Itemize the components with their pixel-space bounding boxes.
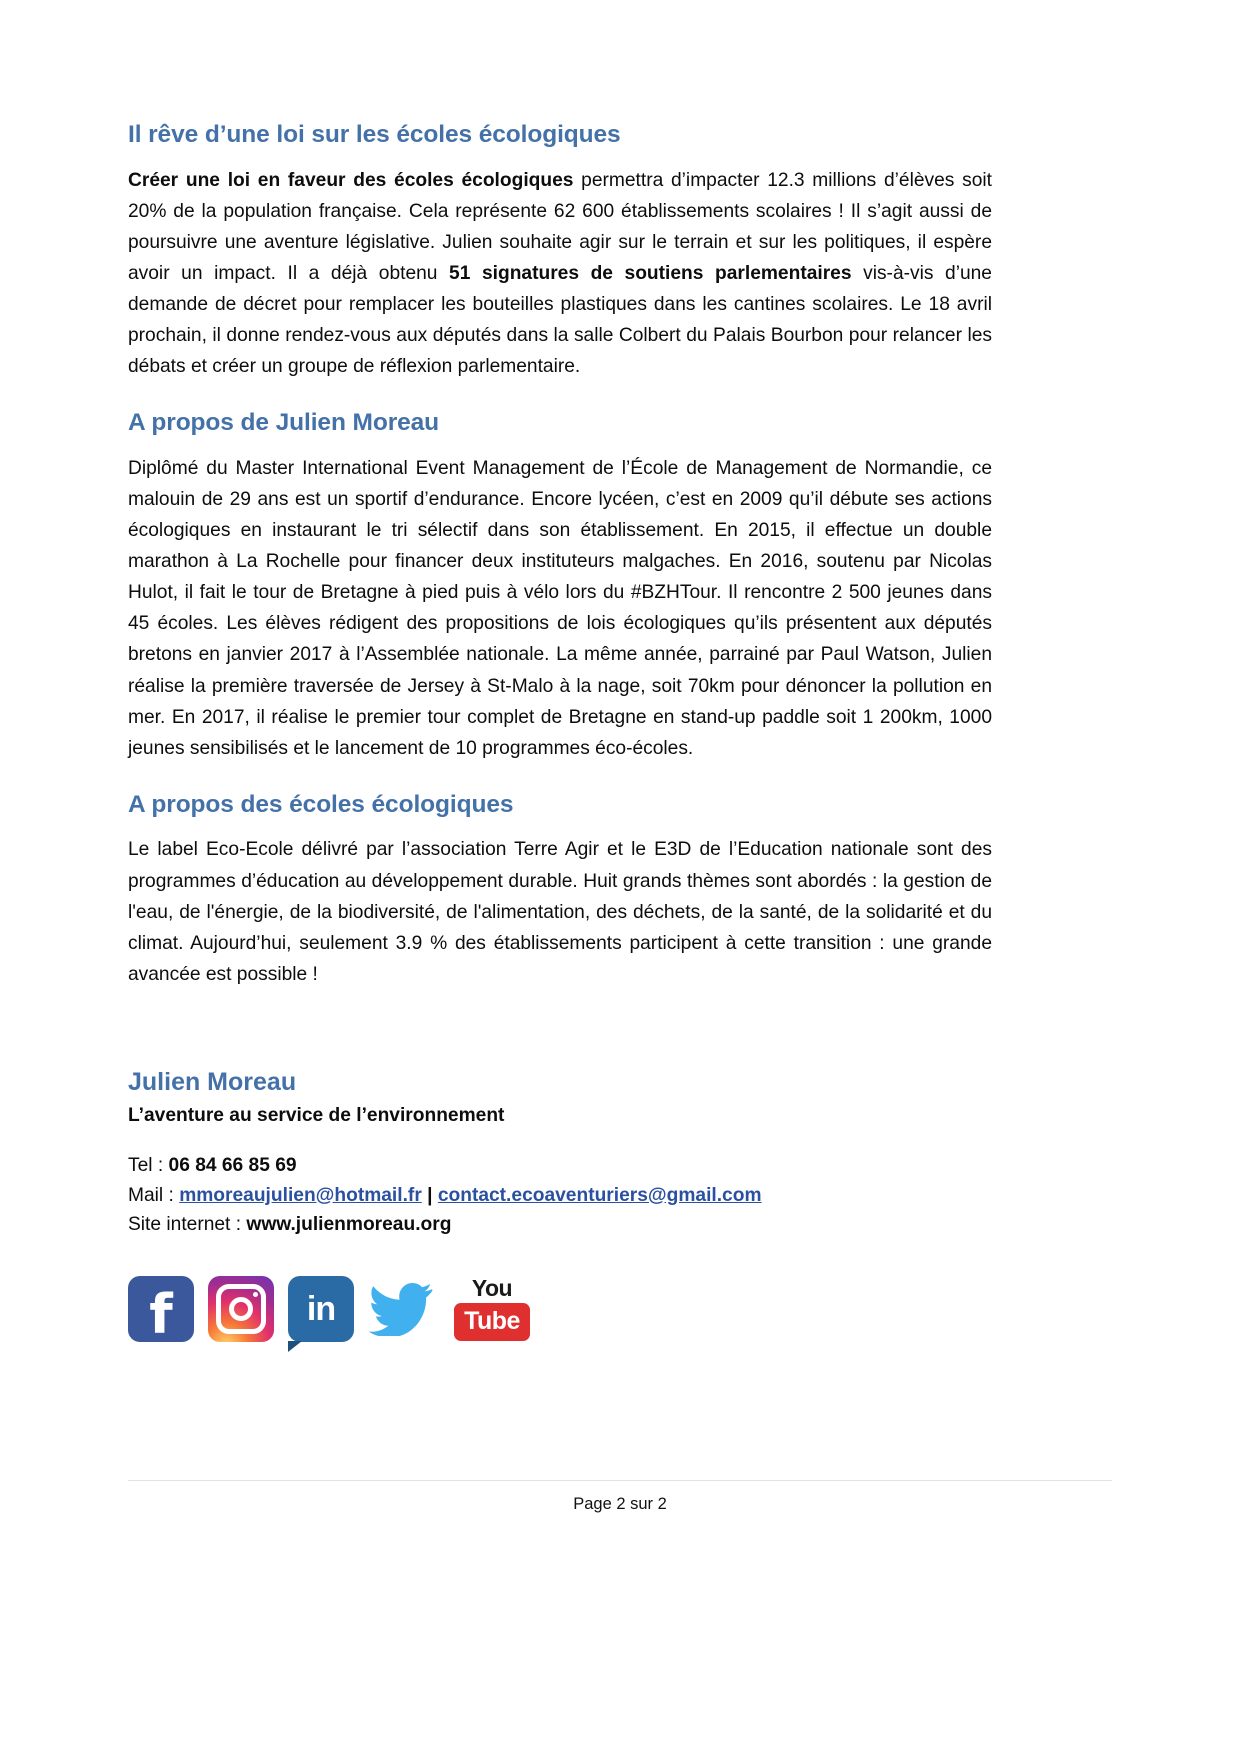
paragraph-apropos-julien: Diplômé du Master International Event Management de l’École de Management de Normandie, ce malouin de 29 ans est un sportif d’endurance. Encore lycéen, c’est en 2009 qu’il débute ses actions écologiques en instaurant le tri sélectif dans son établissement. En 2015, il effectue un double marathon à La Rochelle pour financer deux instituteurs malgaches. En 2016, soutenu par Nicolas Hulot, il fait le tour de Bretagne à pied puis à vélo lors du #BZHTour. Il rencontre 2 500 jeunes dans 45 écoles. Les élèves rédigent des propositions de lois écologiques qu’ils présentent aux députés bretons en janvier 2017 à l’Assemblée nationale. La même année, parrainé par Paul Watson, Julien réalise la première traversée de Jersey à St-Malo à la nage, soit 70km pour dénoncer la pollution en mer. En 2017, il réalise le premier tour complet de Bretagne en stand-up paddle soit 1 200km, 1000 jeunes sensibilisés et le lancement de 10 programmes éco-écoles. bbox=[128, 457, 992, 759]
paragraph-bold-signatures: 51 signatures de soutiens parlementaires bbox=[449, 262, 852, 284]
youtube-icon[interactable] bbox=[448, 1276, 536, 1342]
section-title-apropos-julien: A propos de Julien Moreau bbox=[128, 409, 440, 437]
email-link-gmail[interactable]: contact.ecoaventuriers@gmail.com bbox=[437, 1184, 762, 1206]
paragraph-apropos-ecoles: Le label Eco-Ecole délivré par l’association Terre Agir et le E3D de l’Education nationale sont des programmes d’éducation au développement durable. Huit grands thèmes sont abordés : la gestion de l'eau, de l'énergie, de la biodiversité, de l'alimentation, des déchets, de la santé, de la solidarité et du climat. Aujourd’hui, seulement 3.9 % des établissements participent à cette transition : une grande avancée est possible ! bbox=[128, 839, 992, 985]
twitter-icon[interactable] bbox=[368, 1276, 434, 1342]
email-link-hotmail[interactable]: mmoreaujulien@hotmail.fr bbox=[179, 1184, 422, 1206]
mail-separator: | bbox=[421, 1184, 438, 1206]
document-body bbox=[128, 120, 992, 1347]
signature-tagline: L’aventure au service de l’environnement bbox=[128, 1104, 505, 1126]
youtube-tube-text: Tube bbox=[454, 1303, 530, 1341]
linkedin-glyph: in bbox=[306, 1289, 336, 1328]
linkedin-icon[interactable] bbox=[288, 1276, 354, 1342]
page-footer bbox=[0, 1480, 1240, 1514]
instagram-glyph bbox=[216, 1284, 266, 1334]
phone-label: Tel : bbox=[128, 1154, 169, 1176]
signature-name: Julien Moreau bbox=[128, 1067, 297, 1096]
instagram-icon[interactable] bbox=[208, 1276, 274, 1342]
section-title-apropos-ecoles: A propos des écoles écologiques bbox=[128, 790, 514, 818]
signature-site-line bbox=[128, 1210, 992, 1240]
twitter-bird-glyph bbox=[369, 1282, 433, 1336]
mail-label: Mail : bbox=[128, 1184, 180, 1206]
paragraph-end: vis-à-vis d’une demande de décret pour remplacer les bouteilles plastiques dans les cantines scolaires. Le 18 avril prochain, il donne rendez-vous aux députés dans la salle Colbert du Palais Bourbon pour relancer les débats et créer un groupe de réflexion parlementaire. bbox=[128, 262, 992, 378]
phone-value: 06 84 66 85 69 bbox=[168, 1154, 297, 1176]
footer-divider bbox=[128, 1480, 1112, 1481]
signature-block bbox=[128, 1067, 992, 1347]
facebook-icon[interactable] bbox=[128, 1276, 194, 1347]
facebook-glyph: f bbox=[149, 1283, 173, 1347]
site-label: Site internet : bbox=[128, 1214, 247, 1236]
social-links bbox=[128, 1275, 992, 1347]
site-value: www.julienmoreau.org bbox=[246, 1214, 452, 1236]
page-number: Page 2 sur 2 bbox=[573, 1495, 667, 1513]
youtube-you-text: You bbox=[471, 1275, 513, 1302]
signature-mail-line bbox=[128, 1181, 992, 1211]
section-title-loi: Il rêve d’une loi sur les écoles écologiques bbox=[128, 121, 621, 148]
paragraph-rest: permettra d’impacter 12.3 millions d’élèves soit 20% de la population française. Cela représente 62 600 établissements scolaires ! Il s’agit aussi de poursuivre une aventure législative. Julien souhaite agir sur le terrain et sur les politiques, il espère avoir un impact. Il a déjà obtenu bbox=[128, 169, 992, 284]
paragraph-loi bbox=[128, 165, 992, 383]
signature-phone-line bbox=[128, 1151, 992, 1181]
paragraph-lead-bold: Créer une loi en faveur des écoles écologiques bbox=[128, 169, 574, 191]
